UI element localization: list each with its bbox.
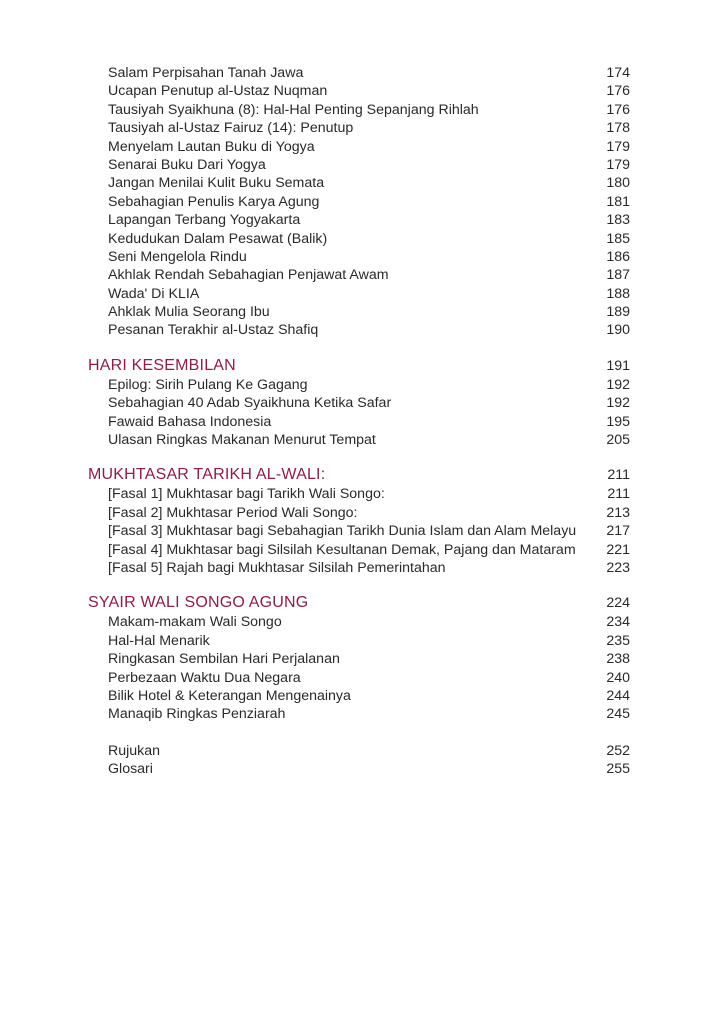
toc-entry-title: Sebahagian Penulis Karya Agung: [108, 193, 320, 210]
section-syair-wali-songo: [88, 593, 630, 723]
toc-entry-title: Jangan Menilai Kulit Buku Semata: [108, 175, 325, 192]
toc-entry-title: Bilik Hotel & Keterangan Mengenainya: [108, 687, 351, 704]
toc-entry-title: Sebahagian 40 Adab Syaikhuna Ketika Safar: [108, 395, 392, 412]
toc-entry-page: 217: [606, 523, 630, 540]
toc-entry-page: 223: [606, 559, 630, 576]
toc-entry-title: Manaqib Ringkas Penziarah: [108, 706, 286, 723]
toc-entry-title: Tausiyah Syaikhuna (8): Hal-Hal Penting Sepanjang Rihlah: [108, 101, 479, 118]
toc-entry-page: 252: [606, 742, 630, 759]
toc-entry-title: [Fasal 3] Mukhtasar bagi Sebahagian Tarikh Dunia Islam dan Alam Melayu: [108, 523, 577, 540]
toc-entry-title: Senarai Buku Dari Yogya: [108, 156, 266, 173]
toc-entry-page: 178: [606, 120, 630, 137]
toc-entry-title: Ahklak Mulia Seorang Ibu: [108, 304, 270, 321]
section-mukhtasar-tarikh: [88, 465, 630, 577]
toc-entry-page: 174: [606, 65, 630, 81]
toc-entry: [88, 64, 630, 82]
section-heading-page: 224: [606, 595, 630, 612]
section-heading-title: HARI KESEMBILAN: [88, 356, 236, 374]
toc-entry-page: 189: [606, 304, 630, 321]
toc-entry-title: [Fasal 1] Mukhtasar bagi Tarikh Wali Songo:: [108, 486, 385, 503]
toc-entry-title: [Fasal 4] Mukhtasar bagi Silsilah Kesultanan Demak, Pajang dan Mataram: [108, 541, 576, 558]
toc-entry-title: Ringkasan Sembilan Hari Perjalanan: [108, 651, 340, 668]
toc-entry: [88, 613, 630, 631]
toc-entry-title: Salam Perpisahan Tanah Jawa: [108, 65, 304, 81]
toc-entry: [88, 193, 630, 211]
section-heading: [88, 593, 630, 613]
toc-entry-page: 255: [606, 761, 630, 778]
toc-entry: [88, 174, 630, 192]
toc-entry-page: 235: [606, 632, 630, 649]
toc-entry-title: [Fasal 2] Mukhtasar Period Wali Songo:: [108, 504, 358, 521]
section-heading-page: 191: [606, 357, 630, 374]
toc-entry: [88, 101, 630, 119]
toc-entry: [88, 522, 630, 540]
toc-entry-title: Wada' Di KLIA: [108, 285, 200, 302]
toc-entry-page: 176: [606, 101, 630, 118]
toc-entry: [88, 303, 630, 321]
toc-entry-title: Epilog: Sirih Pulang Ke Gagang: [108, 376, 308, 393]
toc-entry-title: Seni Mengelola Rindu: [108, 248, 247, 265]
toc-entry-page: 187: [606, 267, 630, 284]
toc-entry: [88, 321, 630, 339]
toc-entry-title: Fawaid Bahasa Indonesia: [108, 413, 272, 430]
toc-entry: [88, 687, 630, 705]
toc-entry-page: 211: [607, 486, 630, 503]
toc-entry-page: 240: [606, 669, 630, 686]
toc-entry: [88, 559, 630, 577]
section-heading: [88, 356, 630, 376]
toc-entry-title: Ucapan Penutup al-Ustaz Nuqman: [108, 83, 328, 100]
toc-entry: [88, 742, 630, 760]
toc-entry-title: Pesanan Terakhir al-Ustaz Shafiq: [108, 322, 319, 339]
toc-entry-page: 181: [606, 193, 630, 210]
toc-entry-page: 192: [606, 376, 630, 393]
toc-entry-page: 176: [606, 83, 630, 100]
toc-entry: [88, 650, 630, 668]
section-heading: [88, 465, 630, 485]
toc-entry: [88, 705, 630, 723]
toc-entry-title: Ulasan Ringkas Makanan Menurut Tempat: [108, 432, 376, 449]
toc-entry-page: 221: [606, 541, 630, 558]
toc-entry-title: Glosari: [108, 761, 153, 778]
toc-entry-title: Kedudukan Dalam Pesawat (Balik): [108, 230, 328, 247]
toc-entry-page: 244: [606, 687, 630, 704]
spacer: [88, 724, 630, 742]
section-heading-title: SYAIR WALI SONGO AGUNG: [88, 594, 309, 612]
toc-entry: [88, 119, 630, 137]
toc-entry: [88, 760, 630, 778]
toc-entry-page: 195: [606, 413, 630, 430]
toc-entry: [88, 376, 630, 394]
toc-entry-title: Akhlak Rendah Sebahagian Penjawat Awam: [108, 267, 389, 284]
toc-entry-page: 179: [606, 156, 630, 173]
toc-entry-page: 180: [606, 175, 630, 192]
toc-entry: [88, 413, 630, 431]
toc-entry: [88, 156, 630, 174]
toc-entry-title: [Fasal 5] Rajah bagi Mukhtasar Silsilah Pemerintahan: [108, 559, 446, 576]
section-hari-kesembilan: [88, 356, 630, 450]
toc-entry: [88, 285, 630, 303]
toc-entry-page: 205: [606, 432, 630, 449]
toc-entry-title: Perbezaan Waktu Dua Negara: [108, 669, 301, 686]
toc-entry-title: Rujukan: [108, 742, 161, 759]
section-heading-title: MUKHTASAR TARIKH AL-WALI:: [88, 466, 326, 484]
toc-entry-page: 192: [606, 395, 630, 412]
toc-entry: [88, 394, 630, 412]
toc-entry: [88, 431, 630, 449]
toc-entry-page: 183: [606, 212, 630, 229]
toc-entry-page: 234: [606, 614, 630, 631]
toc-entry: [88, 211, 630, 229]
section-heading-page: 211: [607, 467, 630, 484]
toc-entry-title: Menyelam Lautan Buku di Yogya: [108, 138, 315, 155]
toc-entry-page: 245: [606, 706, 630, 723]
toc-entry: [88, 485, 630, 503]
toc-entry-page: 185: [606, 230, 630, 247]
toc-entry-page: 179: [606, 138, 630, 155]
toc-entry-title: Makam-makam Wali Songo: [108, 614, 282, 631]
toc-entry: [88, 541, 630, 559]
top-entries: [88, 64, 630, 340]
toc-entry: [88, 248, 630, 266]
toc-entry: [88, 669, 630, 687]
toc-entry-page: 186: [606, 248, 630, 265]
toc-entry-page: 213: [606, 504, 630, 521]
toc-entry: [88, 266, 630, 284]
toc-entry: [88, 504, 630, 522]
toc-entry-page: 238: [606, 651, 630, 668]
toc-entry: [88, 82, 630, 100]
toc-entry: [88, 632, 630, 650]
toc-entry-title: Hal-Hal Menarik: [108, 632, 210, 649]
toc-entry: [88, 138, 630, 156]
table-of-contents: [88, 64, 630, 779]
toc-entry: [88, 230, 630, 248]
end-entries: [88, 742, 630, 779]
toc-entry-title: Lapangan Terbang Yogyakarta: [108, 212, 301, 229]
toc-entry-title: Tausiyah al-Ustaz Fairuz (14): Penutup: [108, 120, 354, 137]
toc-entry-page: 188: [606, 285, 630, 302]
toc-entry-page: 190: [606, 322, 630, 339]
